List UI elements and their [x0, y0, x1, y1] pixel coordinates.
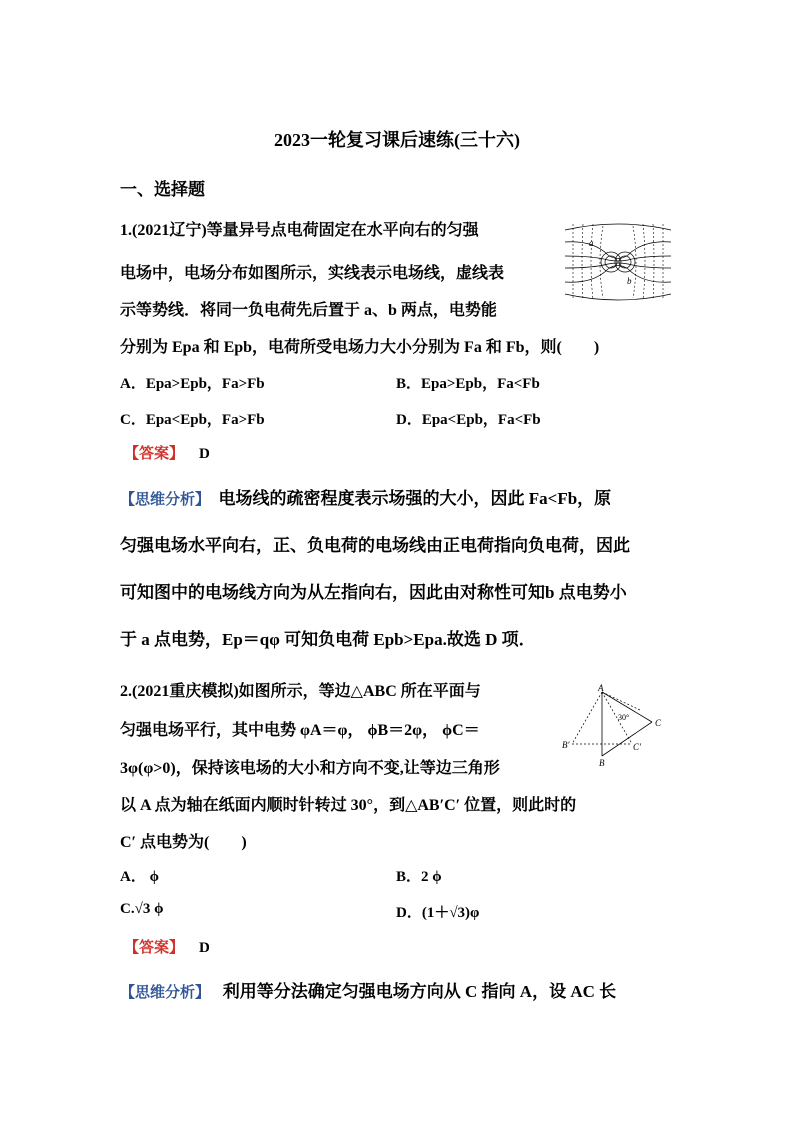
q1-analysis-line1	[120, 484, 611, 509]
section-heading: 一、选择题	[120, 180, 205, 199]
q2-analysis-line1	[120, 977, 616, 1002]
q2-option-c: C.√3 ϕ	[120, 901, 164, 917]
q2-fig-label-b: B	[599, 758, 605, 768]
q2-line1: 2.(2021重庆模拟)如图所示，等边△ABC 所在平面与	[120, 683, 481, 700]
q2-line2: 匀强电场平行，其中电势 φA＝φ， ϕB＝2φ， ϕC＝	[120, 722, 480, 739]
q2-answer-value: D	[199, 940, 210, 956]
q1-line1: 1.(2021辽宁)等量异号点电荷固定在水平向右的匀强	[120, 222, 479, 239]
q1-line4: 分别为 Epa 和 Epb，电荷所受电场力大小分别为 Fa 和 Fb，则( )	[120, 339, 600, 356]
q2-answer-tag: 【答案】	[124, 940, 185, 956]
q1-analysis-tag: 【思维分析】	[120, 492, 211, 508]
q2-line5: C′ 点电势为( )	[120, 834, 247, 851]
q1-option-c: C．Epa<Epb，Fa>Fb	[120, 412, 265, 428]
q2-analysis-text1: 利用等分法确定匀强电场方向从 C 指向 A，设 AC 长	[222, 982, 617, 1001]
q2-fig-label-a: A	[598, 684, 604, 693]
q1-fig-label-b: b	[627, 276, 632, 286]
q1-line2: 电场中，电场分布如图所示，实线表示电场线，虚线表	[120, 265, 505, 282]
q1-analysis-text1: 电场线的疏密程度表示场强的大小，因此 Fa<Fb，原	[218, 489, 612, 508]
page-title: 2023一轮复习课后速练(三十六)	[274, 130, 520, 150]
q2-triangle-figure	[560, 684, 670, 768]
q1-answer	[124, 442, 210, 463]
q2-analysis-tag: 【思维分析】	[120, 985, 211, 1001]
q1-analysis-line4: 于 a 点电势，Ep＝qφ 可知负电荷 Epb>Epa.故选 D 项．	[120, 630, 536, 649]
q2-option-b: B．2 ϕ	[396, 869, 442, 885]
q2-line3: 3φ(φ>0)，保持该电场的大小和方向不变,让等边三角形	[120, 760, 500, 777]
q2-line4: 以 A 点为轴在纸面内顺时针转过 30°，到△AB′C′ 位置，则此时的	[120, 797, 577, 814]
q1-option-a: A．Epa>Epb，Fa>Fb	[120, 376, 265, 392]
q1-line3: 示等势线．将同一负电荷先后置于 a、b 两点，电势能	[120, 302, 497, 319]
q1-answer-tag: 【答案】	[124, 446, 185, 462]
q1-option-b: B．Epa>Epb，Fa<Fb	[396, 376, 540, 392]
q1-field-figure	[563, 220, 673, 302]
q2-fig-label-c: C	[655, 718, 662, 728]
q2-option-a: A． ϕ	[120, 869, 159, 885]
q1-fig-label-a: a	[589, 238, 594, 248]
q1-answer-value: D	[199, 446, 210, 462]
q2-option-d: D．(1＋√3)φ	[396, 905, 480, 921]
q2-fig-angle-label: 30°	[618, 713, 630, 722]
q2-fig-label-cprime: C′	[633, 742, 641, 752]
q2-answer	[124, 936, 210, 957]
q1-analysis-line2: 匀强电场水平向右，正、负电荷的电场线由正电荷指向负电荷，因此	[120, 536, 630, 555]
q1-option-d: D．Epa<Epb，Fa<Fb	[396, 412, 541, 428]
q2-fig-label-bprime: B′	[562, 740, 570, 750]
q1-analysis-line3: 可知图中的电场线方向为从左指向右，因此由对称性可知b 点电势小	[120, 583, 627, 602]
